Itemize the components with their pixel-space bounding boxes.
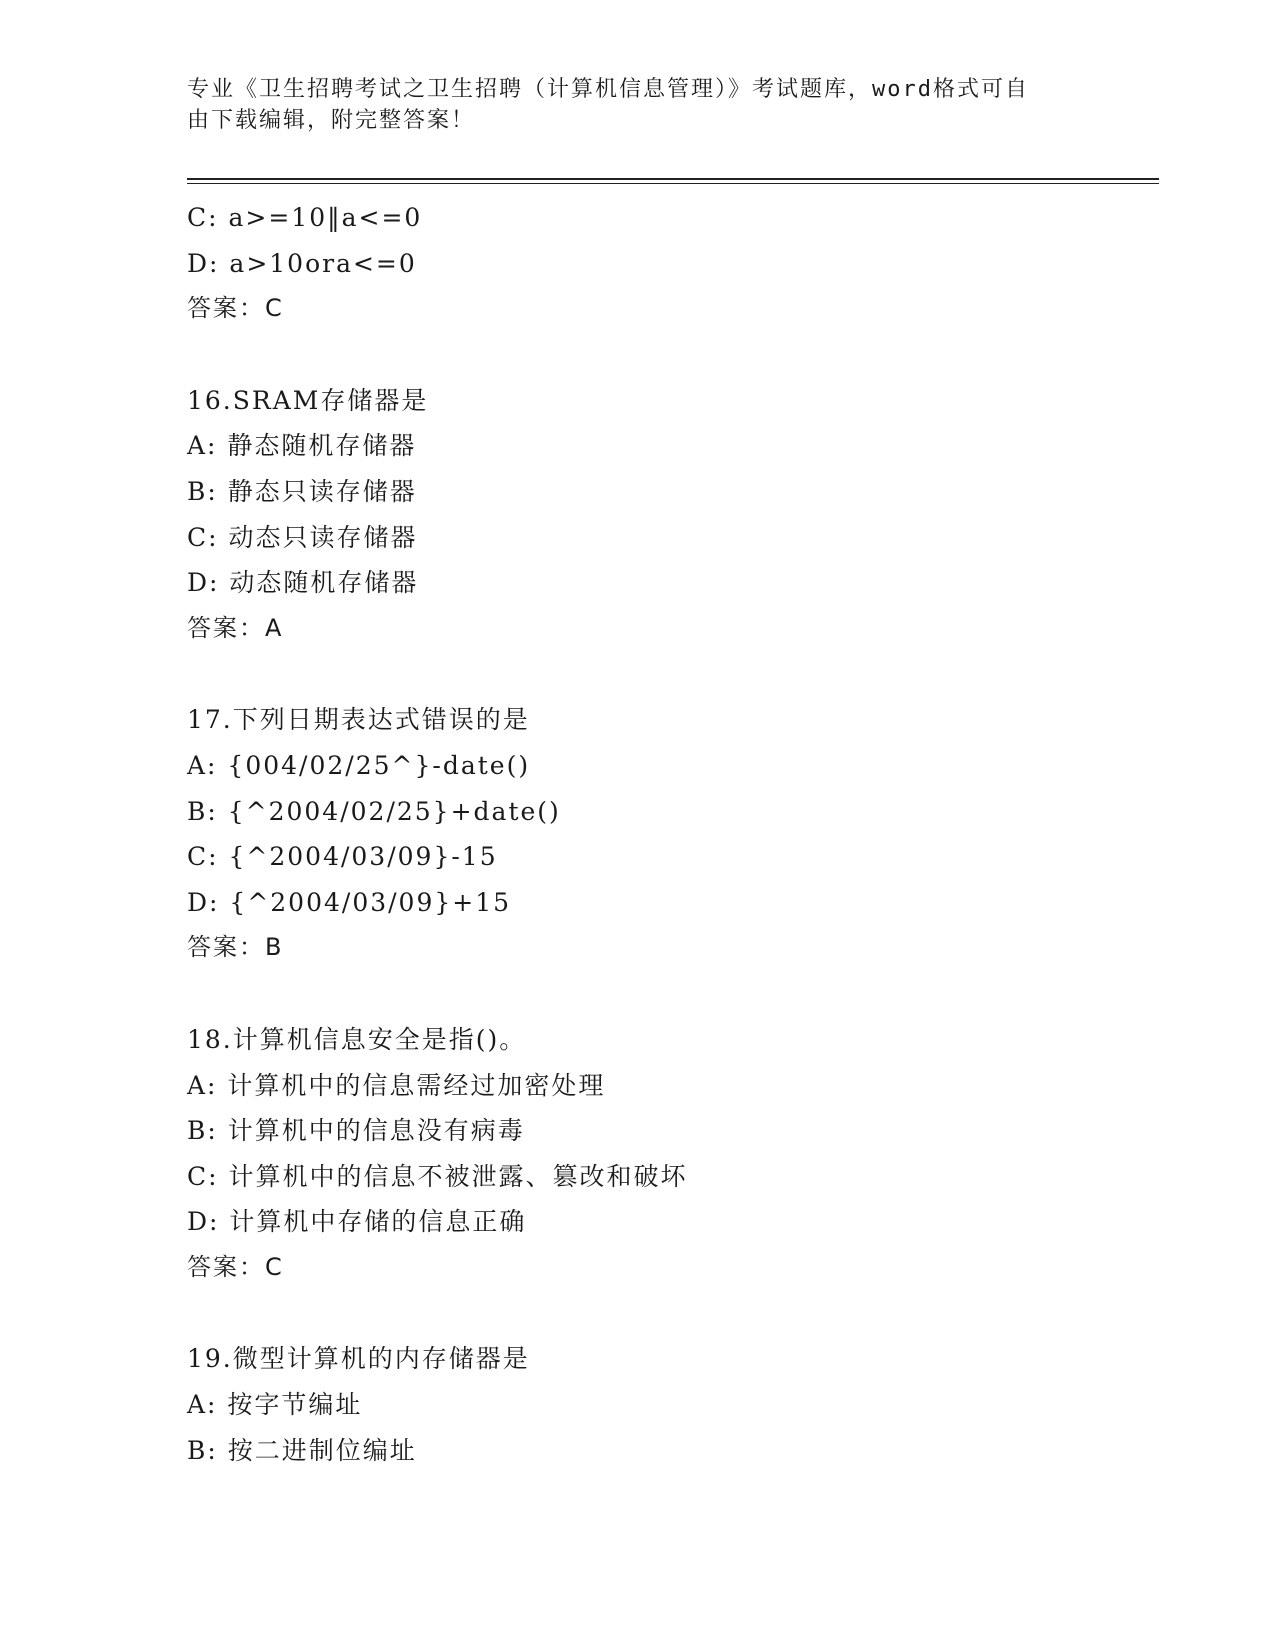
q17-question: 17.下列日期表达式错误的是	[187, 705, 530, 735]
q16-option-d: D: 动态随机存储器	[187, 568, 419, 598]
q15-option-d: D: a>10ora<=0	[187, 248, 417, 278]
header-divider-thick	[187, 178, 1159, 180]
q17-option-a: A: {004/02/25^}-date()	[187, 750, 531, 780]
header-line-1: 专业《卫生招聘考试之卫生招聘（计算机信息管理）》考试题库，word格式可自	[187, 77, 1029, 102]
q19-option-a: A: 按字节编址	[187, 1390, 363, 1420]
q19-option-b: B: 按二进制位编址	[187, 1435, 417, 1465]
q18-answer: 答案：C	[187, 1252, 284, 1281]
q16-option-a: A: 静态随机存储器	[187, 431, 417, 461]
q16-question: 16.SRAM存储器是	[187, 385, 429, 415]
q17-option-b: B: {^2004/02/25}+date()	[187, 796, 561, 826]
q17-option-d: D: {^2004/03/09}+15	[187, 887, 512, 917]
header-divider-thin	[187, 183, 1159, 184]
header-line-2: 由下载编辑，附完整答案！	[187, 108, 476, 133]
q18-option-b: B: 计算机中的信息没有病毒	[187, 1116, 525, 1146]
q15-option-c: C: a>=10‖a<=0	[187, 203, 423, 232]
q18-option-d: D: 计算机中存储的信息正确	[187, 1207, 527, 1237]
q16-answer: 答案：A	[187, 613, 284, 642]
q17-answer: 答案：B	[187, 933, 284, 962]
q18-option-c: C: 计算机中的信息不被泄露、篡改和破坏	[187, 1161, 688, 1191]
q19-question: 19.微型计算机的内存储器是	[187, 1344, 530, 1374]
q17-option-c: C: {^2004/03/09}-15	[187, 842, 498, 872]
q18-question: 18.计算机信息安全是指()。	[187, 1024, 527, 1054]
q16-option-b: B: 静态只读存储器	[187, 476, 417, 506]
q16-option-c: C: 动态只读存储器	[187, 522, 418, 552]
document-header	[187, 74, 1087, 136]
question-list	[187, 195, 1167, 1473]
q15-answer: 答案：C	[187, 294, 284, 323]
q18-option-a: A: 计算机中的信息需经过加密处理	[187, 1070, 606, 1100]
